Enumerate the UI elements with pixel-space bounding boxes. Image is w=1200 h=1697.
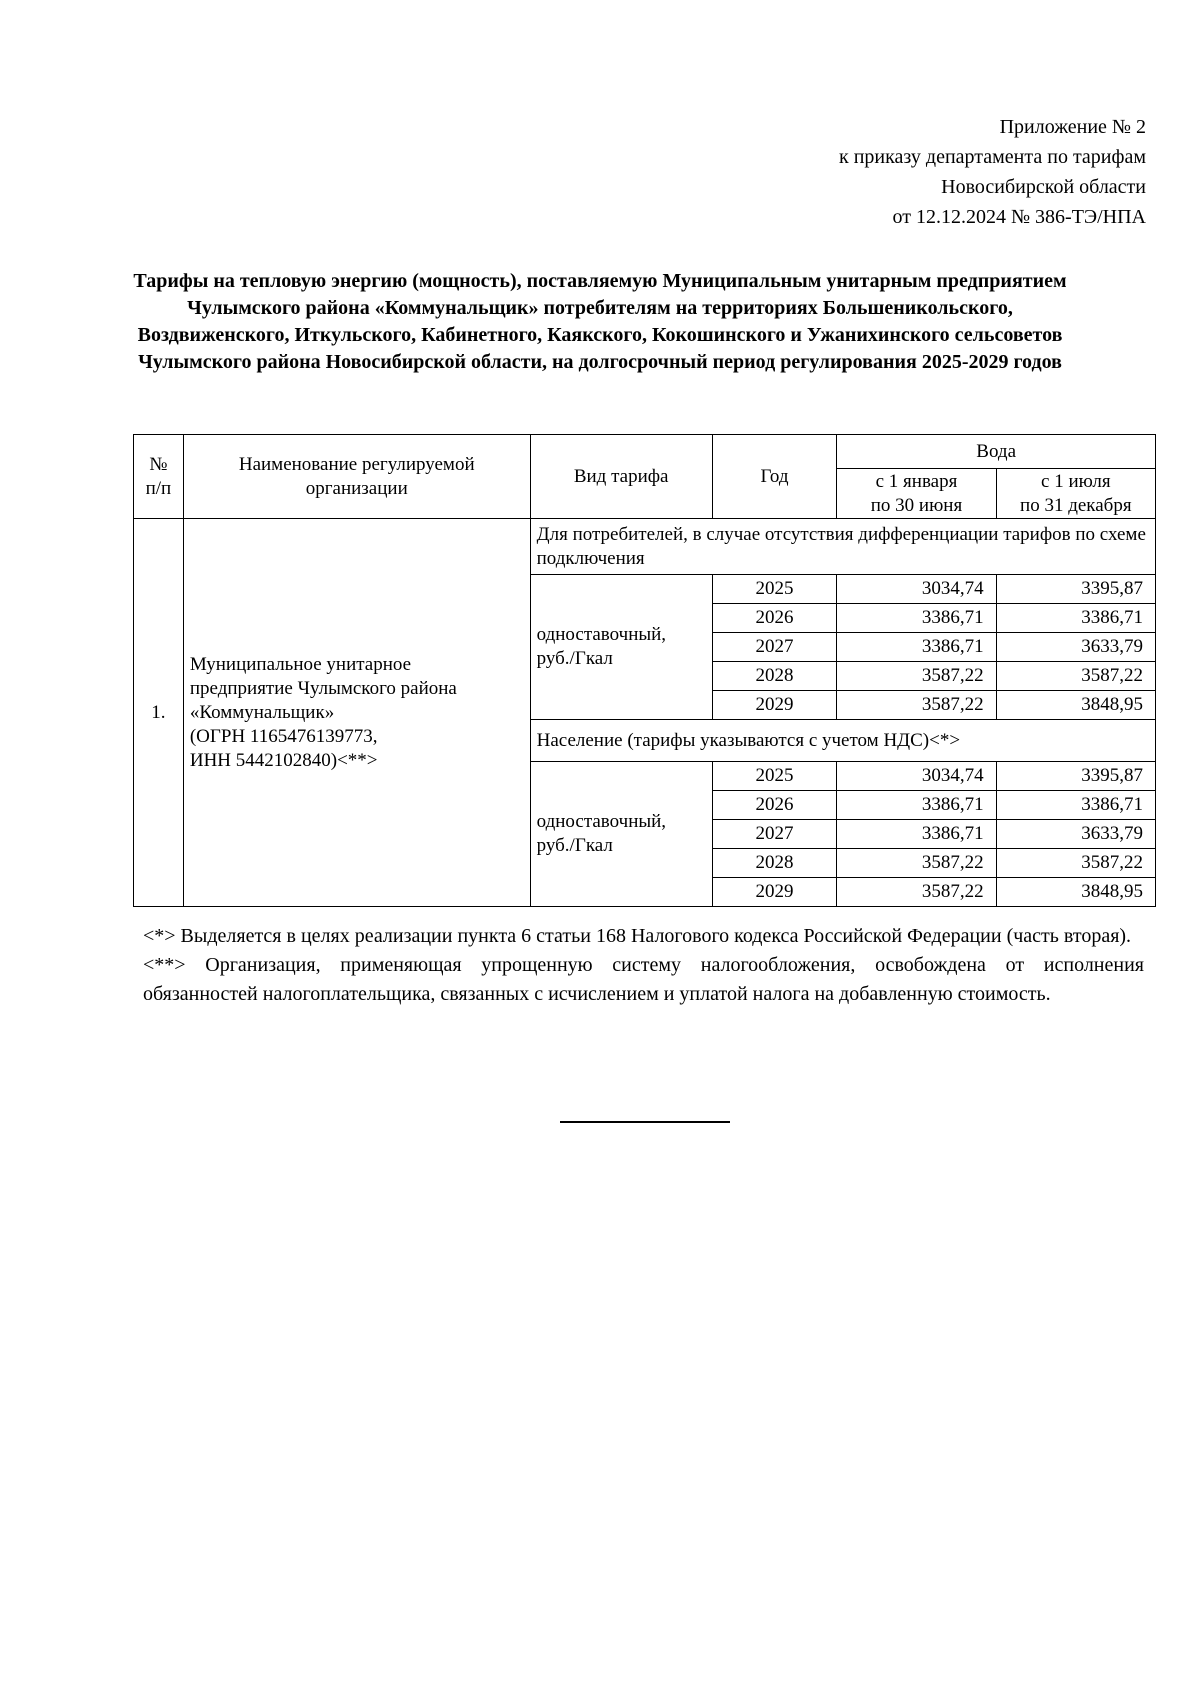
header-period-2-line-2: по 31 декабря <box>1020 494 1132 516</box>
header-water-group: Вода <box>837 435 1156 469</box>
header-org: Наименование регулируемой организации <box>183 435 530 519</box>
appendix-line-3: Новосибирской области <box>941 176 1146 198</box>
s1-value-2026-h2: 3386,71 <box>996 604 1155 633</box>
header-period-2 <box>996 469 1155 519</box>
section-1-tariff-type: одноставочный, руб./Гкал <box>530 575 712 720</box>
s1-value-2026-h1: 3386,71 <box>837 604 996 633</box>
s2-value-2026-h1: 3386,71 <box>837 791 996 820</box>
appendix-line-4: от 12.12.2024 № 386-ТЭ/НПА <box>892 206 1146 228</box>
s2-year-2027: 2027 <box>712 820 837 849</box>
section-1-caption: Для потребителей, в случае отсутствия дифференциации тарифов по схеме подключения <box>530 519 1155 575</box>
header-period-1-line-2: по 30 июня <box>870 494 963 516</box>
s1-value-2027-h2: 3633,79 <box>996 633 1155 662</box>
header-period-1-line-1: с 1 января <box>875 470 958 492</box>
appendix-line-1: Приложение № 2 <box>999 116 1146 138</box>
s1-year-2026: 2026 <box>712 604 837 633</box>
header-number-line-2: п/п <box>145 477 172 499</box>
footnote-simplified-tax: <**> Организация, применяющая упрощенную систему налогообложения, освобождена от исполнения обязанностей налогоплательщика, связанных с исчислением и уплатой налога на добавленную стоимость. <box>143 954 1144 1005</box>
org-name-cell <box>183 519 530 907</box>
org-name-line-2: предприятие Чулымского района <box>189 677 457 699</box>
org-name-line-5: ИНН 5442102840)<**> <box>189 749 378 771</box>
s1-value-2027-h1: 3386,71 <box>837 633 996 662</box>
s1-value-2029-h2: 3848,95 <box>996 691 1155 720</box>
s1-value-2029-h1: 3587,22 <box>837 691 996 720</box>
s2-year-2025: 2025 <box>712 762 837 791</box>
s2-value-2025-h1: 3034,74 <box>837 762 996 791</box>
s2-value-2029-h1: 3587,22 <box>837 878 996 907</box>
s2-value-2026-h2: 3386,71 <box>996 791 1155 820</box>
s1-year-2029: 2029 <box>712 691 837 720</box>
section-2-caption: Население (тарифы указываются с учетом НДС)<*> <box>530 720 1155 762</box>
header-tariff-type: Вид тарифа <box>530 435 712 519</box>
footnotes <box>143 922 1144 1009</box>
s2-value-2028-h1: 3587,22 <box>837 849 996 878</box>
header-period-2-line-1: с 1 июля <box>1041 470 1111 492</box>
section-2-tariff-type: одноставочный, руб./Гкал <box>530 762 712 907</box>
s1-year-2025: 2025 <box>712 575 837 604</box>
footnote-vat: <*> Выделяется в целях реализации пункта 6 статьи 168 Налогового кодекса Российской Федерации (часть вторая). <box>143 925 1132 947</box>
org-name-line-3: «Коммунальщик» <box>189 701 335 723</box>
header-year: Год <box>712 435 837 519</box>
s2-value-2028-h2: 3587,22 <box>996 849 1155 878</box>
appendix-header <box>839 112 1146 232</box>
s2-value-2027-h1: 3386,71 <box>837 820 996 849</box>
header-number <box>134 435 184 519</box>
s2-year-2028: 2028 <box>712 849 837 878</box>
s2-value-2025-h2: 3395,87 <box>996 762 1155 791</box>
document-title: Тарифы на тепловую энергию (мощность), поставляемую Муниципальным унитарным предприятием Чулымского района «Коммунальщик» потребителям на территориях Большеникольского, Воздвиженского, Иткульского, Кабинетного, Каякского, Кокошинского и Ужанихинского сельсоветов Чулымского района Новосибирской области, на долгосрочный период регулирования 2025-2029 годов <box>133 270 1067 373</box>
s1-year-2027: 2027 <box>712 633 837 662</box>
tariff-table <box>133 434 1156 907</box>
s2-value-2027-h2: 3633,79 <box>996 820 1155 849</box>
s1-value-2025-h1: 3034,74 <box>837 575 996 604</box>
s1-year-2028: 2028 <box>712 662 837 691</box>
end-of-document-line <box>560 1121 730 1123</box>
s1-value-2028-h2: 3587,22 <box>996 662 1155 691</box>
org-name-line-1: Муниципальное унитарное <box>189 653 412 675</box>
s2-year-2026: 2026 <box>712 791 837 820</box>
header-number-line-1: № <box>149 453 168 475</box>
s2-value-2029-h2: 3848,95 <box>996 878 1155 907</box>
org-name-line-4: (ОГРН 1165476139773, <box>189 725 378 747</box>
header-period-1 <box>837 469 996 519</box>
s2-year-2029: 2029 <box>712 878 837 907</box>
s1-value-2028-h1: 3587,22 <box>837 662 996 691</box>
row-number-cell: 1. <box>134 519 184 907</box>
s1-value-2025-h2: 3395,87 <box>996 575 1155 604</box>
appendix-line-2: к приказу департамента по тарифам <box>839 146 1146 168</box>
